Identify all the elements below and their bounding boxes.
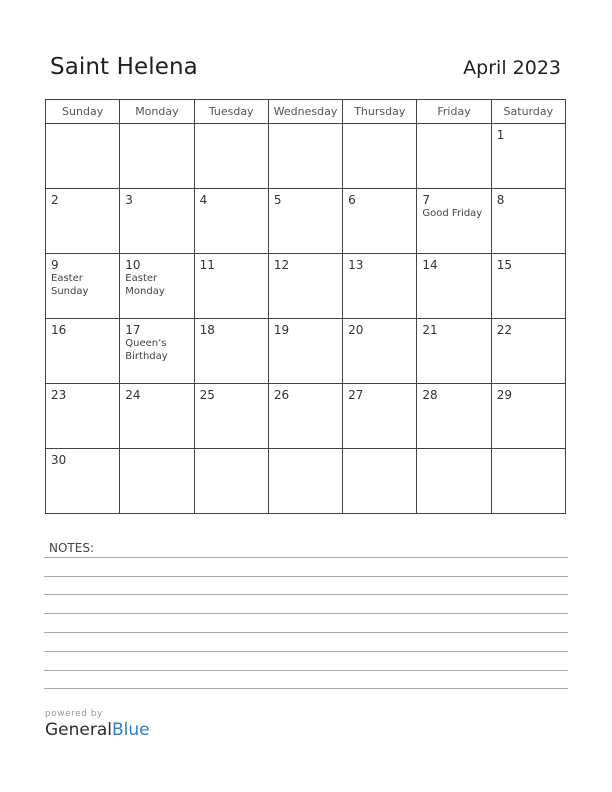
week-row (46, 124, 566, 189)
day-number: 12 (273, 258, 290, 272)
day-cell (268, 254, 342, 319)
brand-name (45, 720, 150, 740)
day-number: 15 (496, 258, 512, 272)
day-number: 26 (273, 388, 290, 402)
note-line (44, 688, 568, 689)
day-number: 19 (273, 323, 290, 337)
day-cell (491, 449, 565, 514)
weekday-header-row (46, 100, 566, 124)
note-line (44, 594, 568, 595)
day-number: 28 (422, 388, 438, 402)
weekday-header: Thursday (343, 100, 417, 124)
day-number: 10 (125, 258, 141, 272)
day-number: 20 (348, 323, 364, 337)
day-cell (343, 254, 417, 319)
day-cell (491, 189, 565, 254)
day-number: 16 (51, 323, 67, 337)
day-cell (46, 254, 120, 319)
week-row (46, 189, 566, 254)
day-cell (268, 124, 342, 189)
holiday-label: Easter Sunday (51, 273, 89, 297)
day-cell (120, 189, 194, 254)
holiday-label: Queen’s Birthday (125, 338, 168, 362)
weekday-header: Tuesday (194, 100, 268, 124)
note-line (44, 557, 568, 558)
day-cell (417, 449, 491, 514)
day-number: 9 (51, 258, 59, 272)
day-cell (194, 449, 268, 514)
weekday-header: Friday (417, 100, 491, 124)
day-cell (343, 384, 417, 449)
day-cell (46, 189, 120, 254)
day-cell (491, 319, 565, 384)
day-cell (491, 384, 565, 449)
day-cell (194, 319, 268, 384)
week-row (46, 254, 566, 319)
day-cell (120, 449, 194, 514)
weekday-header: Monday (120, 100, 194, 124)
day-cell (343, 319, 417, 384)
day-number: 22 (496, 323, 512, 337)
day-number: 2 (51, 193, 59, 207)
note-line (44, 576, 568, 577)
day-cell (491, 254, 565, 319)
day-cell (194, 124, 268, 189)
holiday-label: Easter Monday (125, 273, 165, 297)
day-number: 1 (496, 128, 505, 142)
day-cell (46, 449, 120, 514)
day-cell (343, 189, 417, 254)
day-number: 4 (199, 193, 208, 207)
day-number: 11 (199, 258, 215, 272)
day-cell (491, 124, 565, 189)
day-cell (120, 319, 194, 384)
brand-logo (45, 709, 150, 740)
day-number: 13 (348, 258, 364, 272)
holiday-label: Good Friday (422, 208, 483, 219)
day-cell (417, 189, 491, 254)
day-cell (268, 189, 342, 254)
day-number: 25 (199, 388, 215, 402)
day-cell (194, 384, 268, 449)
day-number: 14 (422, 258, 438, 272)
day-number: 18 (199, 323, 215, 337)
day-number: 23 (51, 388, 67, 402)
day-cell (120, 124, 194, 189)
day-cell (46, 124, 120, 189)
day-number: 7 (422, 193, 431, 207)
day-cell (417, 124, 491, 189)
day-number: 21 (422, 323, 438, 337)
powered-by-text: powered by (45, 709, 103, 719)
note-line (44, 613, 568, 614)
day-number: 24 (125, 388, 141, 402)
day-cell (120, 254, 194, 319)
country-title: Saint Helena (50, 54, 198, 80)
day-number: 6 (348, 193, 356, 207)
note-line (44, 651, 568, 652)
day-cell (343, 124, 417, 189)
day-number: 29 (496, 388, 512, 402)
month-year-title: April 2023 (463, 57, 561, 79)
day-cell (417, 319, 491, 384)
day-number: 8 (496, 193, 505, 207)
day-number: 30 (51, 453, 67, 467)
day-number: 17 (125, 323, 141, 337)
calendar-body (46, 124, 566, 514)
day-cell (46, 384, 120, 449)
day-cell (46, 319, 120, 384)
day-cell (194, 254, 268, 319)
note-line (44, 632, 568, 633)
notes-label: NOTES: (49, 541, 94, 555)
day-cell (194, 189, 268, 254)
note-line (44, 670, 568, 671)
day-cell (268, 319, 342, 384)
day-number: 3 (125, 193, 133, 207)
day-cell (268, 384, 342, 449)
day-number: 27 (348, 388, 364, 402)
day-number: 5 (273, 193, 282, 207)
day-cell (417, 384, 491, 449)
day-cell (343, 449, 417, 514)
weekday-header: Saturday (491, 100, 565, 124)
day-cell (417, 254, 491, 319)
weekday-header: Wednesday (268, 100, 342, 124)
weekday-header: Sunday (46, 100, 120, 124)
week-row (46, 384, 566, 449)
day-cell (268, 449, 342, 514)
week-row (46, 319, 566, 384)
week-row (46, 449, 566, 514)
day-cell (120, 384, 194, 449)
brand-name-general: General (45, 720, 112, 740)
brand-name-blue: Blue (112, 720, 150, 740)
calendar-grid (45, 99, 566, 514)
